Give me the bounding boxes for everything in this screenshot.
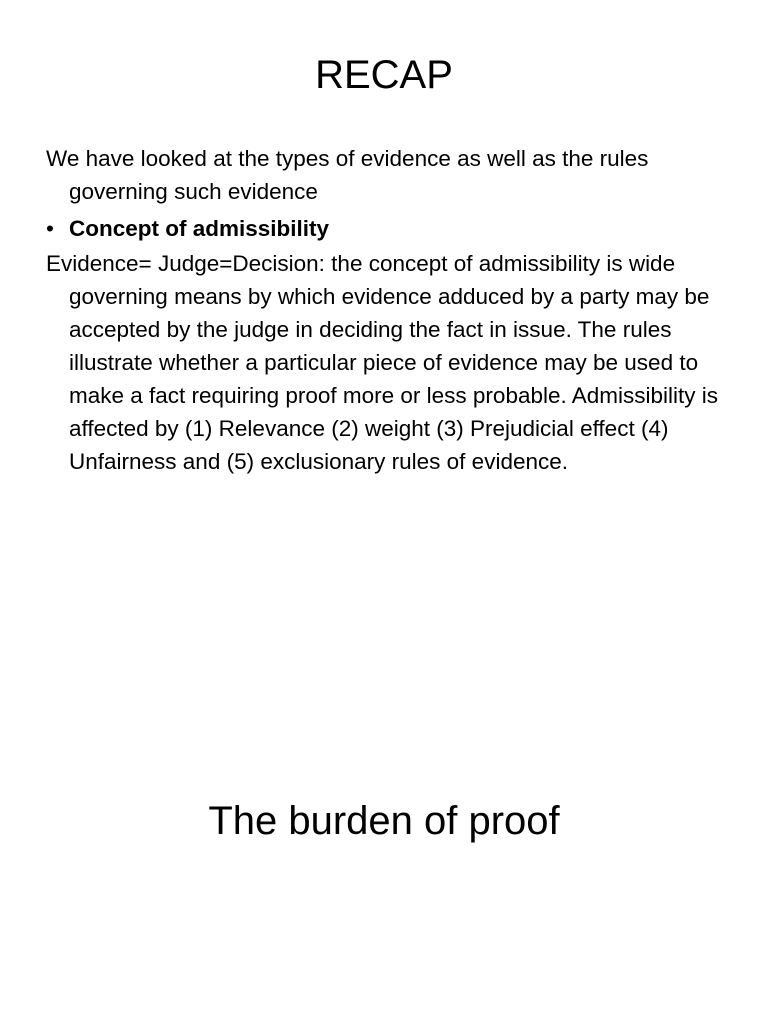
bullet-label: Concept of admissibility — [69, 216, 330, 241]
next-slide-title: The burden of proof — [208, 799, 560, 843]
slide-body — [46, 142, 736, 478]
intro-paragraph: We have looked at the types of evidence as well as the rules governing such evidence — [46, 146, 649, 204]
bullet-icon: • — [46, 216, 54, 241]
admissibility-paragraph: Evidence= Judge=Decision: the concept of admissibility is wide governing means by which evidence adduced by a party may be accepted by the judge in deciding the fact in issue. The rules illustrate whether a particular piece of evidence may be used to make a fact requiring proof more or less probable. Admissibility is affected by (1) Relevance (2) weight (3) Prejudicial effect (4) Unfairness and (5) exclusionary rules of evidence. — [46, 251, 719, 474]
slide-title: RECAP — [315, 53, 453, 97]
bullet-item — [46, 212, 736, 245]
